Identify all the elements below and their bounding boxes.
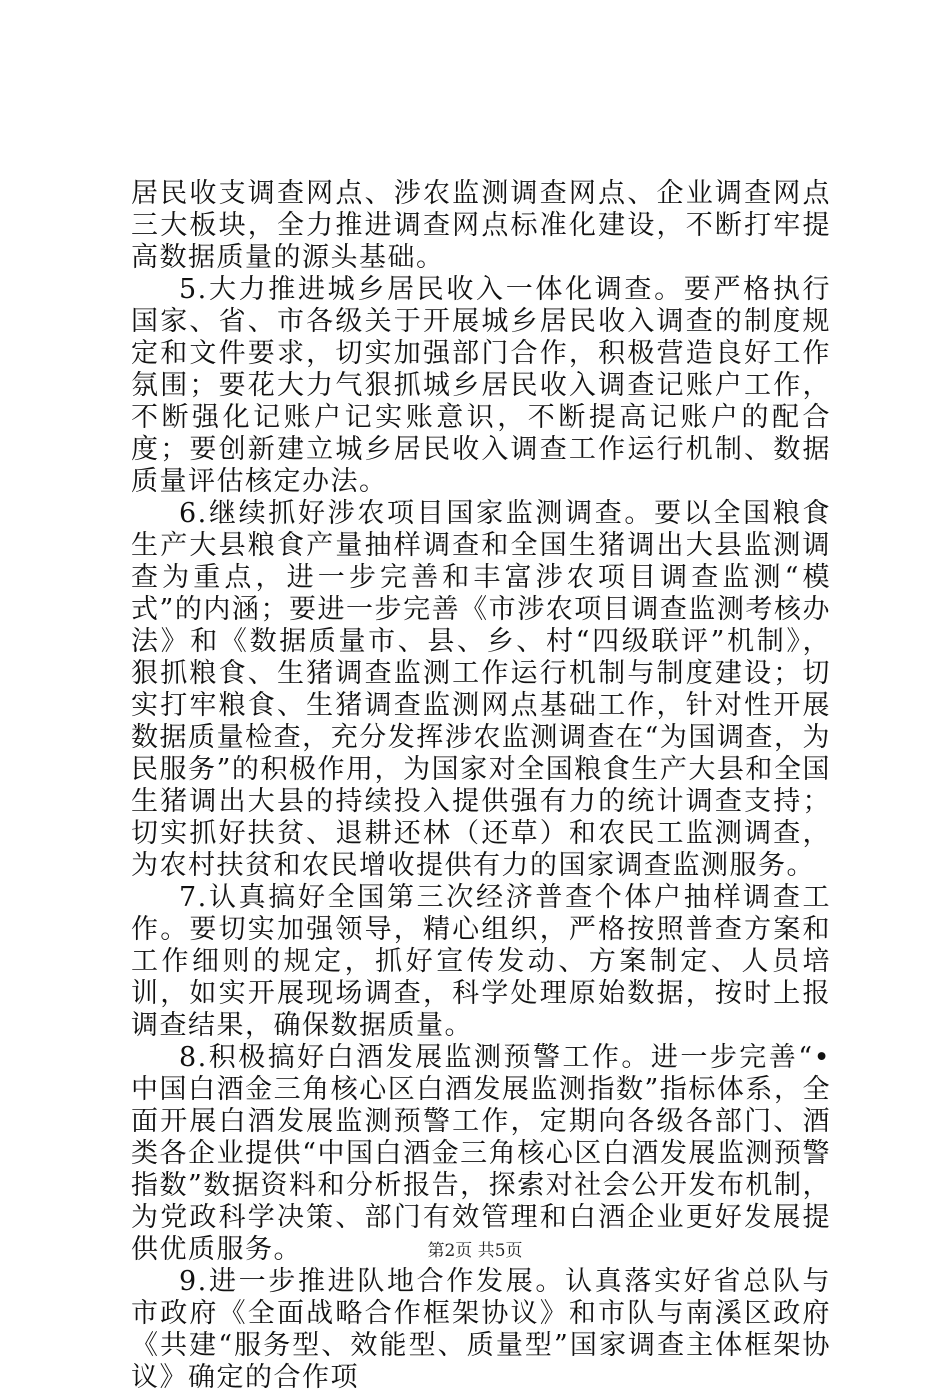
paragraph-item-8: 8.积极搞好白酒发展监测预警工作。进一步完善“•中国白酒金三角核心区白酒发展监测指数”指标体系，全面开展白酒发展监测预警工作，定期向各级各部门、酒类各企业提供“中国白酒金三角核心区白酒发展监测预警指数”数据资料和分析报告，探索对社会公开发布机制，为党政科学决策、部门有效管理和白酒企业更好发展提供优质服务。 [131, 1042, 831, 1265]
paragraph-continuation: 居民收支调查网点、涉农监测调查网点、企业调查网点三大板块，全力推进调查网点标准化建设，不断打牢提高数据质量的源头基础。 [131, 178, 831, 273]
document-body [131, 178, 831, 1394]
paragraph-item-6: 6.继续抓好涉农项目国家监测调查。要以全国粮食生产大县粮食产量抽样调查和全国生猪调出大县监测调查为重点，进一步完善和丰富涉农项目调查监测“模式”的内涵；要进一步完善《市涉农项目调查监测考核办法》和《数据质量市、县、乡、村“四级联评”机制》，狠抓粮食、生猪调查监测工作运行机制与制度建设；切实打牢粮食、生猪调查监测网点基础工作，针对性开展数据质量检查，充分发挥涉农监测调查在“为国调查，为民服务”的积极作用，为国家对全国粮食生产大县和全国生猪调出大县的持续投入提供强有力的统计调查支持；切实抓好扶贫、退耕还林（还草）和农民工监测调查，为农村扶贫和农民增收提供有力的国家调查监测服务。 [131, 498, 831, 881]
paragraph-item-9: 9.进一步推进队地合作发展。认真落实好省总队与市政府《全面战略合作框架协议》和市队与南溪区政府《共建“服务型、效能型、质量型”国家调查主体框架协议》确定的合作项 [131, 1266, 831, 1393]
paragraph-item-5: 5.大力推进城乡居民收入一体化调查。要严格执行国家、省、市各级关于开展城乡居民收入调查的制度规定和文件要求，切实加强部门合作，积极营造良好工作氛围；要花大力气狠抓城乡居民收入调查记账户工作，不断强化记账户记实账意识，不断提高记账户的配合度；要创新建立城乡居民收入调查工作运行机制、数据质量评估核定办法。 [131, 274, 831, 497]
paragraph-item-7: 7.认真搞好全国第三次经济普查个体户抽样调查工作。要切实加强领导，精心组织，严格按照普查方案和工作细则的规定，抓好宣传发动、方案制定、人员培训，如实开展现场调查，科学处理原始数据，按时上报调查结果，确保数据质量。 [131, 882, 831, 1041]
page-number-footer: 第2页 共5页 [427, 1241, 523, 1261]
